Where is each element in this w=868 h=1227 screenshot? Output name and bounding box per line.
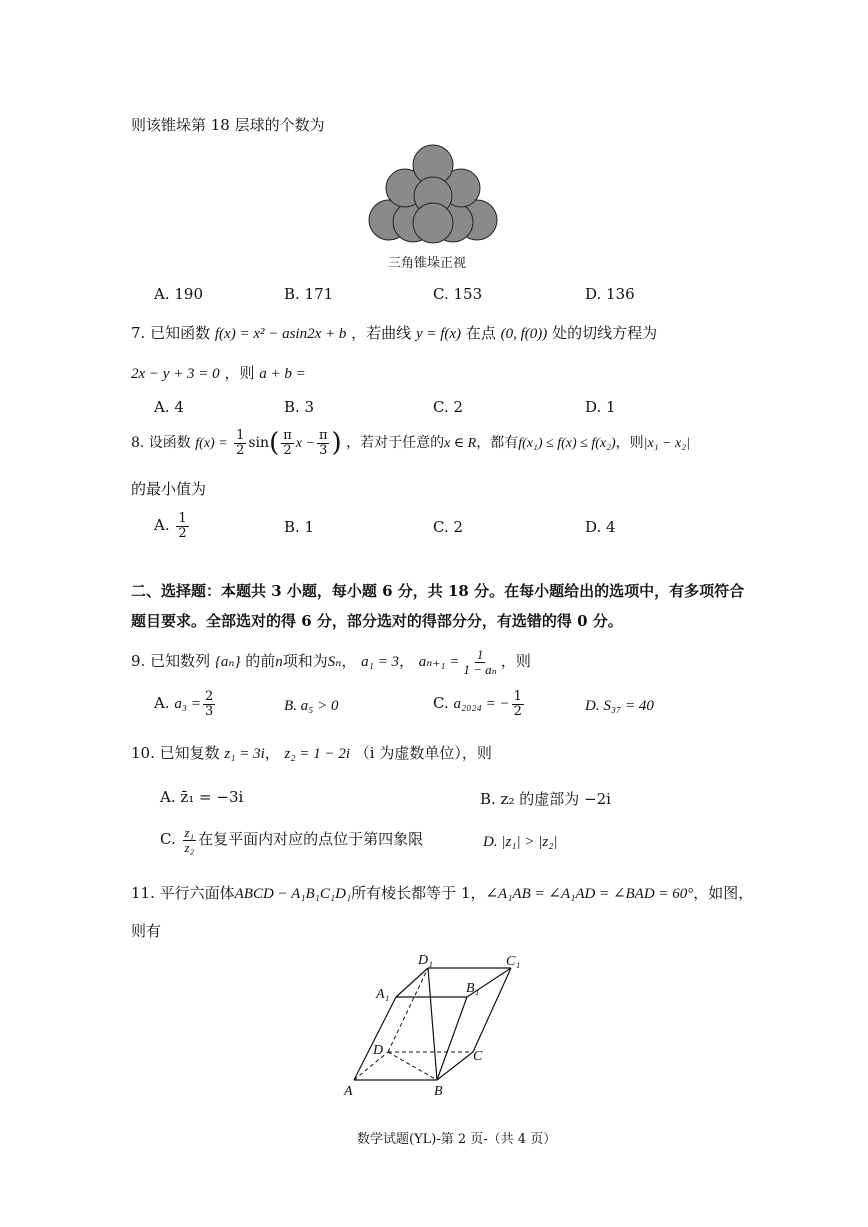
q8-mid: ，若对于任意的 bbox=[346, 435, 445, 451]
q7-mid2: 在点 bbox=[465, 324, 496, 342]
page-footer: 数学试题(YL)-第 2 页-（共 4 页） bbox=[357, 1132, 557, 1147]
label-c: C bbox=[473, 1049, 483, 1064]
q9-sn: Sₙ bbox=[327, 654, 342, 671]
label-a1: A₁ bbox=[376, 987, 390, 1002]
label-d1: D₁ bbox=[418, 953, 433, 968]
q8-mid2: ，都有 bbox=[476, 435, 519, 451]
q6-stem-end: 则该锥垛第 18 层球的个数为 bbox=[131, 116, 325, 134]
q9-mid2: 项和为 bbox=[282, 652, 328, 671]
q9-end: ，则 bbox=[500, 652, 531, 671]
q7-mid: ，若曲线 bbox=[351, 324, 412, 342]
q7-stem bbox=[131, 322, 657, 343]
label-b1: B₁ bbox=[466, 981, 480, 996]
q7-line2 bbox=[131, 362, 306, 383]
ball-pyramid-figure bbox=[365, 140, 505, 250]
q8-option-d[interactable]: D. 4 bbox=[585, 518, 616, 536]
edge-d1-a1 bbox=[396, 968, 428, 997]
q9-option-a[interactable]: A. a₃ = $\frac{2}{3}$ bbox=[154, 689, 214, 719]
q11-stem-line2: 则有 bbox=[131, 922, 162, 940]
q7-num: 7. 已知函数 bbox=[131, 324, 211, 342]
parallelepiped-figure bbox=[340, 950, 540, 1100]
q8-ineq: f(x₁) ≤ f(x) ≤ f(x₂) bbox=[518, 436, 616, 451]
q10-num: 10. 已知复数 bbox=[131, 744, 220, 762]
q11-num: 11. 平行六面体 bbox=[131, 884, 235, 902]
q6-option-c[interactable]: C. 153 bbox=[433, 285, 483, 303]
q8-stem: 8. 设函数 f(x) = $\frac{1}{2}$ sin( $\frac{\pi}{2}$ x − $\frac{\pi}{3}$ ) ，若对于任意的x ∈ R，都有f(x₁) ≤ f(x) ≤ f(x₂)，则|x₁ − x₂| bbox=[131, 427, 690, 458]
q8-abs: |x₁ − x₂| bbox=[643, 436, 690, 451]
section2-instructions-line1: 二、选择题：本题共 3 小题，每小题 6 分，共 18 分。在每小题给出的选项中，有多项符合 bbox=[131, 582, 745, 600]
q10-option-a[interactable]: A. z̄₁ = −3i bbox=[160, 788, 244, 806]
q8-pi3-fraction: $\frac{\pi}{3}$ bbox=[318, 427, 328, 458]
q9-option-c[interactable]: C. a₂₀₂₄ = − $\frac{1}{2}$ bbox=[433, 689, 522, 719]
q8-num: 8. 设函数 bbox=[131, 435, 191, 451]
q9-seq: {aₙ} bbox=[214, 654, 241, 671]
q11-solid: ABCD − A₁B₁C₁D₁ bbox=[234, 886, 352, 902]
q10-option-d[interactable]: D. |z₁| > |z₂| bbox=[483, 834, 558, 850]
q11-stem-line1 bbox=[131, 882, 753, 903]
q10-optC-fraction: $\frac{\text{z₁}}{\text{z₂}}$ bbox=[184, 825, 195, 855]
q11-line1-end: ，如图， bbox=[693, 884, 754, 902]
segment-d1-b bbox=[428, 968, 437, 1080]
q6-option-b[interactable]: B. 171 bbox=[284, 285, 334, 303]
q9-stem: 9. 已知数列 {aₙ} 的前n项和为Sₙ， a₁ = 3， aₙ₊₁ = $\frac{1}{\text{1 − aₙ}}$ ，则 bbox=[131, 647, 531, 677]
q7-ask: a + b = bbox=[259, 366, 306, 382]
q7-func: f(x) = x² − asin2x + b bbox=[214, 326, 347, 342]
q9-rec-fraction: $\frac{1}{\text{1 − aₙ}}$ bbox=[463, 647, 497, 677]
q9-mid: 的前 bbox=[245, 652, 276, 671]
label-a: A bbox=[344, 1084, 353, 1099]
q7-point: (0, f(0)) bbox=[500, 326, 548, 342]
q7-end: 处的切线方程为 bbox=[552, 324, 658, 342]
q9-n: n bbox=[275, 654, 283, 671]
q8-func: f(x) = bbox=[195, 436, 228, 451]
q11-edge-text: 所有棱长都等于 1， bbox=[351, 884, 486, 902]
q8-option-a[interactable]: A. $\frac{1}{2}$ bbox=[154, 511, 187, 541]
q11-angles: ∠A₁AB = ∠A₁AD = ∠BAD = 60° bbox=[485, 886, 694, 902]
label-b: B bbox=[434, 1084, 443, 1099]
q8-x-minus: x − bbox=[295, 436, 315, 451]
q7-option-d[interactable]: D. 1 bbox=[585, 398, 616, 416]
q8-pi2-fraction: $\frac{\pi}{2}$ bbox=[283, 427, 292, 458]
q6-option-a[interactable]: A. 190 bbox=[154, 285, 203, 303]
figure-caption: 三角锥垛正视 bbox=[388, 256, 467, 271]
q10-z2: z₂ = 1 − 2i bbox=[284, 746, 350, 762]
q10-stem: 10. 已知复数 z₁ = 3i， z₂ = 1 − 2i （i 为虚数单位），则 bbox=[131, 744, 492, 762]
q9-option-d[interactable]: D. S₃₇ = 40 bbox=[585, 698, 654, 714]
q9-num: 9. 已知数列 bbox=[131, 652, 211, 671]
q8-xr: x ∈ R bbox=[444, 436, 477, 451]
q8-option-b[interactable]: B. 1 bbox=[284, 518, 315, 536]
q8-optA-fraction: $\frac{1}{2}$ bbox=[178, 511, 187, 541]
edge-a-a1 bbox=[354, 997, 396, 1080]
q8-sin: sin bbox=[248, 435, 270, 451]
q7-option-a[interactable]: A. 4 bbox=[154, 398, 184, 416]
q9-optC-fraction: $\frac{1}{2}$ bbox=[513, 689, 522, 719]
ball bbox=[413, 203, 453, 243]
q10-end: （i 为虚数单位），则 bbox=[354, 744, 492, 762]
q8-line2: 的最小值为 bbox=[131, 480, 207, 498]
section2-instructions-line2: 题目要求。全部选对的得 6 分，部分选对的得部分分，有选错的得 0 分。 bbox=[131, 612, 623, 630]
q9-option-b[interactable]: B. a₅ > 0 bbox=[284, 698, 339, 714]
q7-curve: y = f(x) bbox=[415, 326, 462, 342]
hidden-segment-d-b bbox=[388, 1052, 437, 1080]
q9-a1: a₁ = 3 bbox=[361, 654, 399, 671]
q6-option-d[interactable]: D. 136 bbox=[585, 285, 635, 303]
q10-z1: z₁ = 3i bbox=[224, 746, 265, 762]
q8-mid3: ，则 bbox=[615, 435, 644, 451]
q7-line2-end: ，则 bbox=[224, 364, 255, 382]
label-d: D bbox=[373, 1043, 384, 1058]
q7-tangent-eq: 2x − y + 3 = 0 bbox=[131, 366, 220, 382]
q10-option-b[interactable]: B. z₂ 的虚部为 −2i bbox=[480, 790, 611, 808]
q9-rec-left: aₙ₊₁ = bbox=[418, 654, 460, 671]
q8-half-fraction: $\frac{1}{2}$ bbox=[236, 427, 245, 458]
q7-option-b[interactable]: B. 3 bbox=[284, 398, 315, 416]
edge-b-b1 bbox=[437, 997, 467, 1080]
label-c1: C₁ bbox=[506, 954, 521, 969]
hidden-edge-d-d1 bbox=[388, 968, 428, 1052]
q9-optA-fraction: $\frac{2}{3}$ bbox=[204, 689, 214, 719]
q7-option-c[interactable]: C. 2 bbox=[433, 398, 464, 416]
q8-option-c[interactable]: C. 2 bbox=[433, 518, 464, 536]
q10-option-c[interactable]: C. $\frac{\text{z₁}}{\text{z₂}}$ 在复平面内对应的点位于第四象限 bbox=[160, 825, 424, 855]
